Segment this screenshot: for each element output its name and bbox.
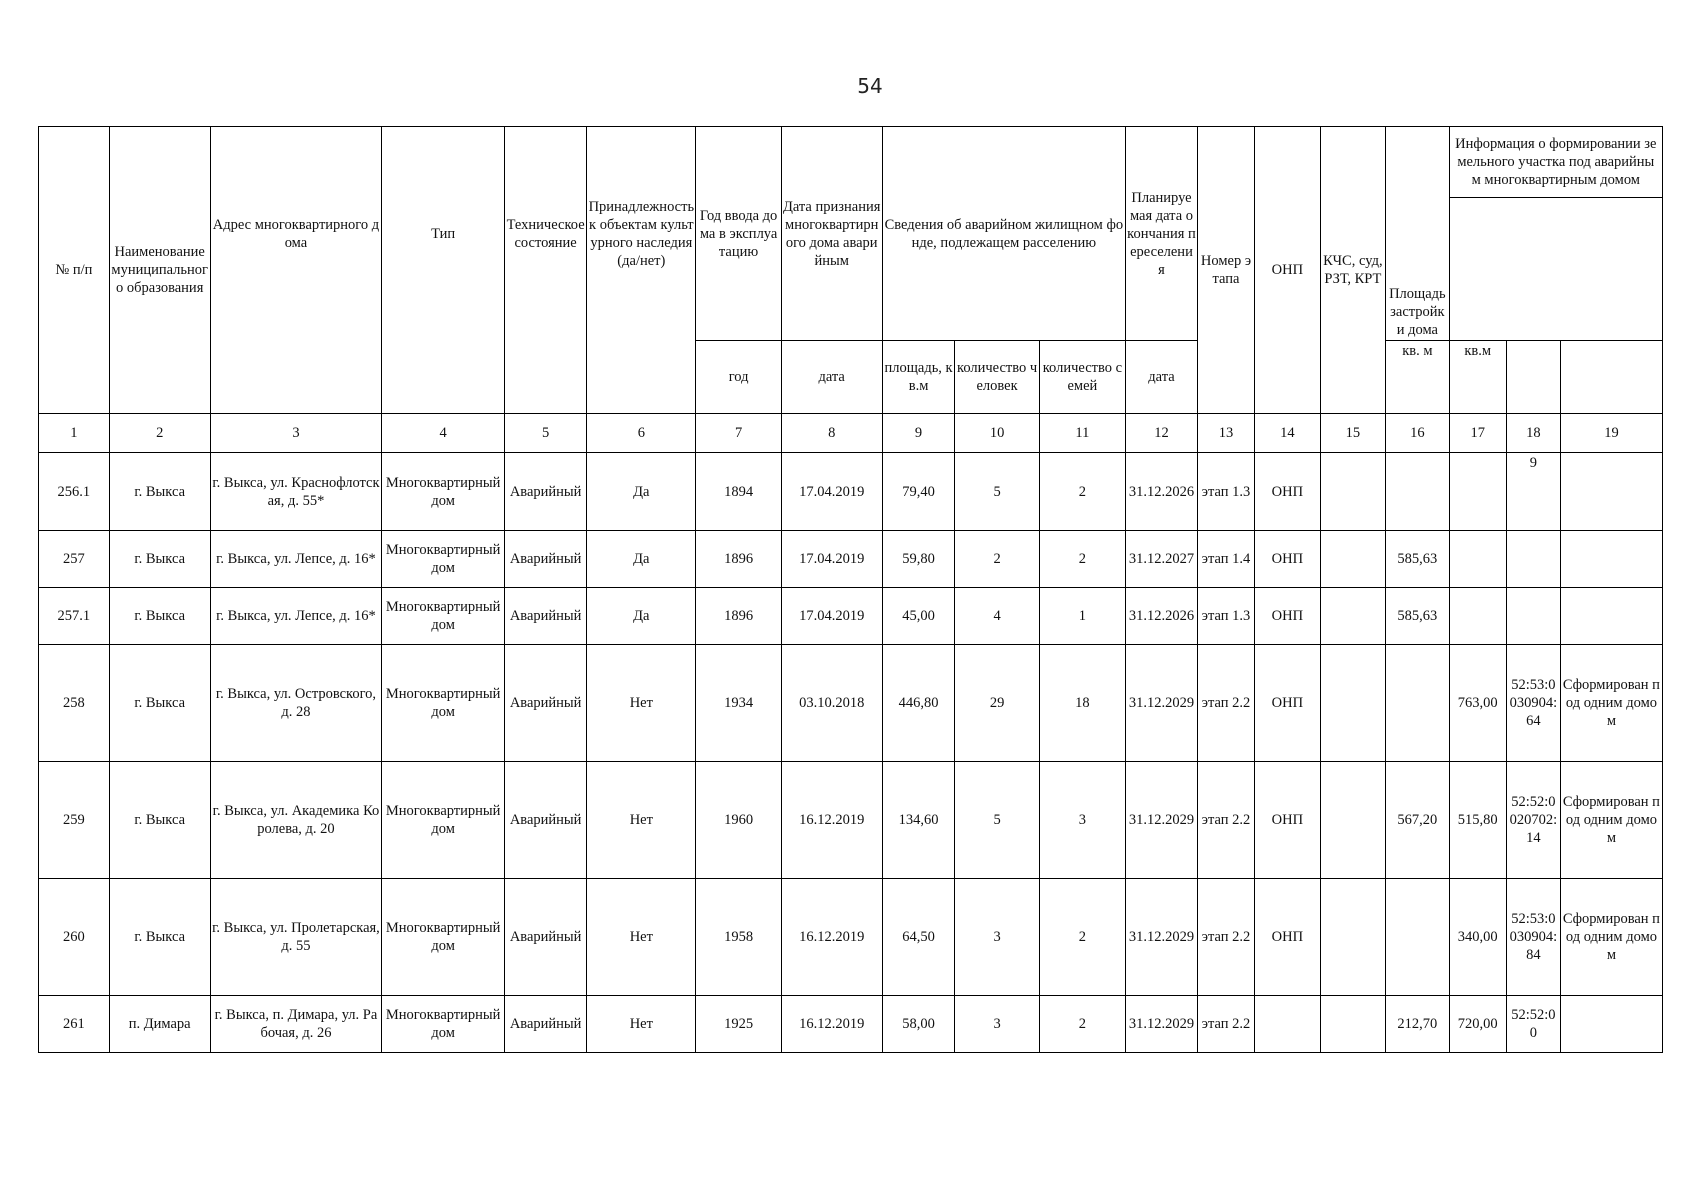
cell-onp [1255, 996, 1321, 1053]
cell-families: 3 [1039, 762, 1125, 879]
cell-heritage: Нет [587, 879, 696, 996]
cell-people: 3 [955, 879, 1039, 996]
cell-number: 257 [39, 531, 110, 588]
cell-land-area: 340,00 [1449, 879, 1506, 996]
column-number: 19 [1560, 414, 1662, 453]
cell-land-char [1560, 453, 1662, 531]
cell-state: Аварийный [505, 531, 587, 588]
table-row [39, 588, 1663, 645]
cell-type: Многоквартирный дом [382, 588, 505, 645]
cell-land-area: 720,00 [1449, 996, 1506, 1053]
cell-cadastral [1506, 531, 1560, 588]
cell-municipality: г. Выкса [109, 453, 210, 531]
cell-number: 258 [39, 645, 110, 762]
cell-families: 2 [1039, 531, 1125, 588]
cell-cadastral: 52:53:0030904:84 [1506, 879, 1560, 996]
cell-municipality: г. Выкса [109, 645, 210, 762]
cell-area: 58,00 [882, 996, 955, 1053]
cell-stage: этап 1.3 [1197, 588, 1254, 645]
header-technical-state: Техническое состояние [505, 127, 587, 341]
cell-cadastral: 52:52:0020702:14 [1506, 762, 1560, 879]
cell-year: 1960 [696, 762, 781, 879]
cell-land-char: Сформирован под одним домом [1560, 645, 1662, 762]
cell-land-char [1560, 531, 1662, 588]
cell-families: 18 [1039, 645, 1125, 762]
cell-plan-date: 31.12.2027 [1126, 531, 1198, 588]
subheader-land-area-unit: кв.м [1449, 341, 1506, 414]
column-number: 12 [1126, 414, 1198, 453]
cell-heritage: Нет [587, 996, 696, 1053]
cell-stage: этап 2.2 [1197, 879, 1254, 996]
cell-stage: этап 2.2 [1197, 762, 1254, 879]
cell-number: 259 [39, 762, 110, 879]
cell-heritage: Да [587, 531, 696, 588]
column-number: 11 [1039, 414, 1125, 453]
cell-type: Многоквартирный дом [382, 879, 505, 996]
cell-onp: ОНП [1255, 645, 1321, 762]
header-kchs: КЧС, суд, РЗТ, КРТ [1320, 127, 1386, 414]
column-number: 8 [781, 414, 882, 453]
cell-type: Многоквартирный дом [382, 996, 505, 1053]
column-number: 16 [1386, 414, 1449, 453]
column-number: 5 [505, 414, 587, 453]
subheader-year: год [696, 341, 781, 414]
header-land-plot-group [1449, 127, 1662, 341]
header-stage-number: Номер этапа [1197, 127, 1254, 414]
cell-state: Аварийный [505, 453, 587, 531]
cell-kchs [1320, 762, 1386, 879]
cell-address: г. Выкса, ул. Пролетарская, д. 55 [210, 879, 382, 996]
header-heritage-cont [587, 341, 696, 414]
header-heritage: Принадлежность к объектам культурного наследия (да/нет) [587, 127, 696, 341]
cell-heritage: Да [587, 588, 696, 645]
header-address: Адрес многоквартирного дома [210, 127, 382, 341]
column-number: 18 [1506, 414, 1560, 453]
cell-people: 4 [955, 588, 1039, 645]
cell-stage: этап 1.4 [1197, 531, 1254, 588]
table-row [39, 996, 1663, 1053]
cell-families: 1 [1039, 588, 1125, 645]
cell-date: 16.12.2019 [781, 762, 882, 879]
cell-type: Многоквартирный дом [382, 645, 505, 762]
cell-municipality: г. Выкса [109, 879, 210, 996]
header-commission-year: Год ввода дома в эксплуатацию [696, 127, 781, 341]
cell-year: 1934 [696, 645, 781, 762]
table-row [39, 879, 1663, 996]
cell-date: 17.04.2019 [781, 588, 882, 645]
cell-area: 134,60 [882, 762, 955, 879]
cell-onp: ОНП [1255, 531, 1321, 588]
cell-land-char: Сформирован под одним домом [1560, 762, 1662, 879]
cell-municipality: п. Димара [109, 996, 210, 1053]
cell-land-char [1560, 996, 1662, 1053]
cell-address: г. Выкса, п. Димара, ул. Рабочая, д. 26 [210, 996, 382, 1053]
cell-date: 03.10.2018 [781, 645, 882, 762]
column-number: 10 [955, 414, 1039, 453]
cell-municipality: г. Выкса [109, 762, 210, 879]
cell-kchs [1320, 531, 1386, 588]
cell-year: 1894 [696, 453, 781, 531]
cell-families: 2 [1039, 879, 1125, 996]
cell-land-char [1560, 588, 1662, 645]
cell-stage: этап 2.2 [1197, 645, 1254, 762]
header-emergency-fund-group: Сведения об аварийном жилищном фонде, подлежащем расселению [882, 127, 1125, 341]
cell-built-area: 212,70 [1386, 996, 1449, 1053]
cell-year: 1958 [696, 879, 781, 996]
column-number: 14 [1255, 414, 1321, 453]
cell-date: 16.12.2019 [781, 879, 882, 996]
cell-built-area: 567,20 [1386, 762, 1449, 879]
emergency-housing-table [38, 126, 1663, 1053]
column-number: 4 [382, 414, 505, 453]
cell-year: 1896 [696, 588, 781, 645]
cell-heritage: Нет [587, 645, 696, 762]
header-built-area: Площадь застройки дома [1386, 127, 1449, 341]
cell-year: 1896 [696, 531, 781, 588]
header-state-cont [505, 341, 587, 414]
cell-plan-date: 31.12.2029 [1126, 762, 1198, 879]
cell-kchs [1320, 879, 1386, 996]
cell-families: 2 [1039, 996, 1125, 1053]
cell-area: 79,40 [882, 453, 955, 531]
cell-onp: ОНП [1255, 453, 1321, 531]
subheader-area: площадь, кв.м [882, 341, 955, 414]
header-land-plot-title: Информация о формировании земельного участка под аварийным многоквартирным домом [1450, 127, 1662, 198]
column-number: 9 [882, 414, 955, 453]
column-number: 6 [587, 414, 696, 453]
cell-area: 45,00 [882, 588, 955, 645]
cell-stage: этап 2.2 [1197, 996, 1254, 1053]
cell-cadastral: 52:53:0030904:64 [1506, 645, 1560, 762]
subheader-families: количество семей [1039, 341, 1125, 414]
cell-kchs [1320, 996, 1386, 1053]
cell-land-area [1449, 531, 1506, 588]
cell-land-area [1449, 453, 1506, 531]
cell-state: Аварийный [505, 588, 587, 645]
cell-type: Многоквартирный дом [382, 453, 505, 531]
cell-land-area [1449, 588, 1506, 645]
cell-onp: ОНП [1255, 762, 1321, 879]
header-type-cont [382, 341, 505, 414]
cell-area: 64,50 [882, 879, 955, 996]
cell-address: г. Выкса, ул. Лепсе, д. 16* [210, 531, 382, 588]
header-address-cont [210, 341, 382, 414]
cell-municipality: г. Выкса [109, 531, 210, 588]
subheader-cadastral [1506, 341, 1560, 414]
cell-built-area [1386, 879, 1449, 996]
cell-address: г. Выкса, ул. Островского, д. 28 [210, 645, 382, 762]
cell-plan-date: 31.12.2029 [1126, 996, 1198, 1053]
column-number: 15 [1320, 414, 1386, 453]
cell-land-char: Сформирован под одним домом [1560, 879, 1662, 996]
cell-date: 16.12.2019 [781, 996, 882, 1053]
cell-state: Аварийный [505, 996, 587, 1053]
cell-state: Аварийный [505, 645, 587, 762]
cell-plan-date: 31.12.2026 [1126, 453, 1198, 531]
header-recognition-date: Дата признания многоквартирного дома аварийным [781, 127, 882, 341]
cell-people: 5 [955, 762, 1039, 879]
subheader-plan-date: дата [1126, 341, 1198, 414]
cell-heritage: Нет [587, 762, 696, 879]
cell-onp: ОНП [1255, 879, 1321, 996]
cell-year: 1925 [696, 996, 781, 1053]
cell-people: 2 [955, 531, 1039, 588]
cell-cadastral [1506, 588, 1560, 645]
header-municipality: Наименование муниципального образования [109, 127, 210, 414]
cell-date: 17.04.2019 [781, 453, 882, 531]
cell-number: 260 [39, 879, 110, 996]
subheader-date: дата [781, 341, 882, 414]
header-type: Тип [382, 127, 505, 341]
cell-address: г. Выкса, ул. Краснофлотская, д. 55* [210, 453, 382, 531]
cell-built-area: 585,63 [1386, 588, 1449, 645]
column-number: 1 [39, 414, 110, 453]
cell-number: 256.1 [39, 453, 110, 531]
cell-stage: этап 1.3 [1197, 453, 1254, 531]
cell-address: г. Выкса, ул. Лепсе, д. 16* [210, 588, 382, 645]
cell-cadastral: 52:52:00 [1506, 996, 1560, 1053]
cell-plan-date: 31.12.2029 [1126, 879, 1198, 996]
column-number: 13 [1197, 414, 1254, 453]
cell-land-area: 515,80 [1449, 762, 1506, 879]
cell-type: Многоквартирный дом [382, 531, 505, 588]
cell-kchs [1320, 588, 1386, 645]
cell-cadastral: 9 [1506, 453, 1560, 531]
subheader-people: количество человек [955, 341, 1039, 414]
cell-people: 5 [955, 453, 1039, 531]
column-number: 17 [1449, 414, 1506, 453]
cell-state: Аварийный [505, 879, 587, 996]
header-row-number: № п/п [39, 127, 110, 414]
cell-built-area [1386, 453, 1449, 531]
cell-address: г. Выкса, ул. Академика Королева, д. 20 [210, 762, 382, 879]
cell-heritage: Да [587, 453, 696, 531]
header-planned-end-date: Планируемая дата окончания переселения [1126, 127, 1198, 341]
cell-built-area [1386, 645, 1449, 762]
table-row [39, 645, 1663, 762]
subheader-built-area-unit: кв. м [1386, 341, 1449, 414]
cell-area: 59,80 [882, 531, 955, 588]
cell-area: 446,80 [882, 645, 955, 762]
column-number: 7 [696, 414, 781, 453]
table-row [39, 762, 1663, 879]
page-number: 54 [857, 74, 883, 98]
cell-people: 29 [955, 645, 1039, 762]
header-onp: ОНП [1255, 127, 1321, 414]
cell-number: 257.1 [39, 588, 110, 645]
cell-municipality: г. Выкса [109, 588, 210, 645]
cell-plan-date: 31.12.2029 [1126, 645, 1198, 762]
column-numbers-row [39, 414, 1663, 453]
cell-families: 2 [1039, 453, 1125, 531]
cell-built-area: 585,63 [1386, 531, 1449, 588]
column-number: 2 [109, 414, 210, 453]
cell-kchs [1320, 645, 1386, 762]
cell-people: 3 [955, 996, 1039, 1053]
cell-kchs [1320, 453, 1386, 531]
cell-plan-date: 31.12.2026 [1126, 588, 1198, 645]
cell-state: Аварийный [505, 762, 587, 879]
column-number: 3 [210, 414, 382, 453]
table-row [39, 453, 1663, 531]
cell-onp: ОНП [1255, 588, 1321, 645]
table-row [39, 531, 1663, 588]
cell-number: 261 [39, 996, 110, 1053]
subheader-land-char [1560, 341, 1662, 414]
cell-land-area: 763,00 [1449, 645, 1506, 762]
cell-type: Многоквартирный дом [382, 762, 505, 879]
cell-date: 17.04.2019 [781, 531, 882, 588]
